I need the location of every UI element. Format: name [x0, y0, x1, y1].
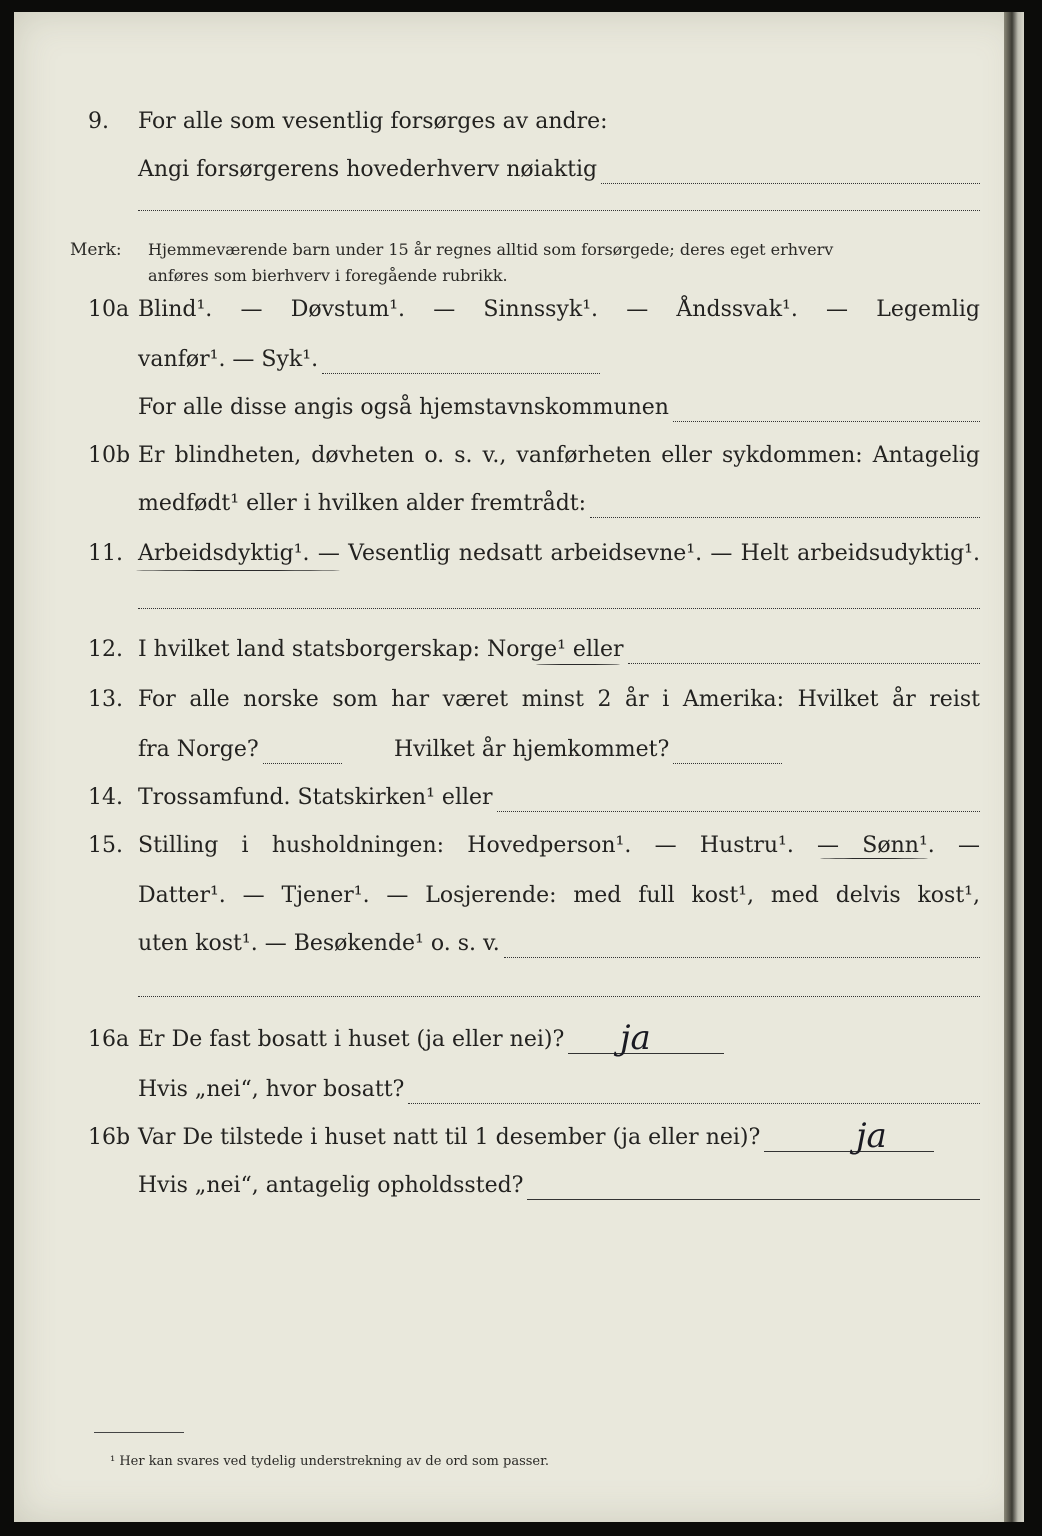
q10a-text3: For alle disse angis også hjemstavnskommunen — [138, 395, 669, 420]
footnote-text: ¹ Her kan svares ved tydelig understrekning av de ord som passer. — [110, 1454, 550, 1469]
q13-text2b: Hvilket år hjemkommet? — [394, 737, 670, 762]
footnote-divider — [94, 1432, 184, 1433]
q16b-text2: Hvis „nei“, antagelig opholdssted? — [138, 1173, 524, 1198]
q10a-kommune-field[interactable] — [673, 403, 980, 422]
q10a-answer-field[interactable] — [322, 355, 600, 374]
q9-text: For alle som vesentlig forsørges av andre: — [138, 109, 608, 134]
q15-answer-field[interactable] — [504, 939, 980, 958]
q9-text2: Angi forsørgerens hovederhverv nøiaktig — [138, 157, 598, 182]
q10a-text: Blind¹. — Døvstum¹. — Sinnssyk¹. — Åndssvak¹. — Legemlig — [138, 297, 980, 322]
q12-handwritten-underline — [536, 664, 620, 665]
q14-number: 14. — [88, 785, 123, 810]
merk-label: Merk: — [70, 240, 122, 260]
q9-extra-line[interactable] — [138, 210, 980, 211]
merk-line1: Hjemmeværende barn under 15 år regnes alltid som forsørgede; deres eget erhverv — [148, 240, 834, 259]
q16b-opholdssted-field[interactable] — [527, 1181, 980, 1200]
q15-text3: uten kost¹. — Besøkende¹ o. s. v. — [138, 931, 500, 956]
q16a-handwritten-answer: ja — [620, 1018, 651, 1058]
q10b-answer-field[interactable] — [590, 499, 980, 518]
q16b-answer-field[interactable] — [764, 1133, 934, 1152]
q16a-number: 16a — [88, 1027, 130, 1052]
q15-handwritten-underline — [820, 858, 928, 859]
q13-reist-field[interactable] — [263, 745, 342, 764]
q11-number: 11. — [88, 541, 123, 566]
merk-line2: anføres som bierhverv i foregående rubrikk. — [148, 266, 508, 285]
q15-number: 15. — [88, 833, 123, 858]
q10a-text2: vanfør¹. — Syk¹. — [138, 347, 319, 372]
q12-number: 12. — [88, 637, 123, 662]
q13-text2a: fra Norge? — [138, 737, 259, 762]
q12-text: I hvilket land statsborgerskap: Norge¹ eller — [138, 637, 624, 662]
q9-answer-field[interactable] — [601, 165, 980, 184]
q14-text: Trossamfund. Statskirken¹ eller — [138, 785, 493, 810]
census-form-page — [14, 12, 1024, 1522]
q11-extra-line[interactable] — [138, 608, 980, 609]
q10b-number: 10b — [88, 443, 131, 468]
q10b-text2: medfødt¹ eller i hvilken alder fremtrådt: — [138, 491, 587, 516]
q16b-number: 16b — [88, 1125, 131, 1150]
q11-text: Arbeidsdyktig¹. — Vesentlig nedsatt arbeidsevne¹. — Helt arbeidsudyktig¹. — [138, 541, 980, 566]
q15-text2: Datter¹. — Tjener¹. — Losjerende: med full kost¹, med delvis kost¹, — [138, 883, 980, 908]
q16a-text: Er De fast bosatt i huset (ja eller nei)? — [138, 1027, 565, 1052]
q14-answer-field[interactable] — [497, 793, 980, 812]
q11-handwritten-underline — [136, 570, 340, 571]
q16b-text: Var De tilstede i huset natt til 1 desember (ja eller nei)? — [138, 1125, 761, 1150]
q13-text: For alle norske som har været minst 2 år i Amerika: Hvilket år reist — [138, 687, 980, 712]
q13-number: 13. — [88, 687, 123, 712]
q9-number: 9. — [88, 109, 109, 134]
q10b-text: Er blindheten, døvheten o. s. v., vanførheten eller sykdommen: Antagelig — [138, 443, 980, 468]
q15-extra-line[interactable] — [138, 996, 980, 997]
q16a-bosatt-field[interactable] — [408, 1085, 980, 1104]
q12-answer-field[interactable] — [628, 645, 980, 664]
q16a-text2: Hvis „nei“, hvor bosatt? — [138, 1077, 405, 1102]
binding-edge — [1004, 12, 1024, 1522]
q13-hjemkommet-field[interactable] — [673, 745, 782, 764]
q15-text: Stilling i husholdningen: Hovedperson¹. — Hustru¹. — Sønn¹. — — [138, 833, 980, 858]
q10a-number: 10a — [88, 297, 130, 322]
q16b-handwritten-answer: ja — [856, 1116, 887, 1156]
